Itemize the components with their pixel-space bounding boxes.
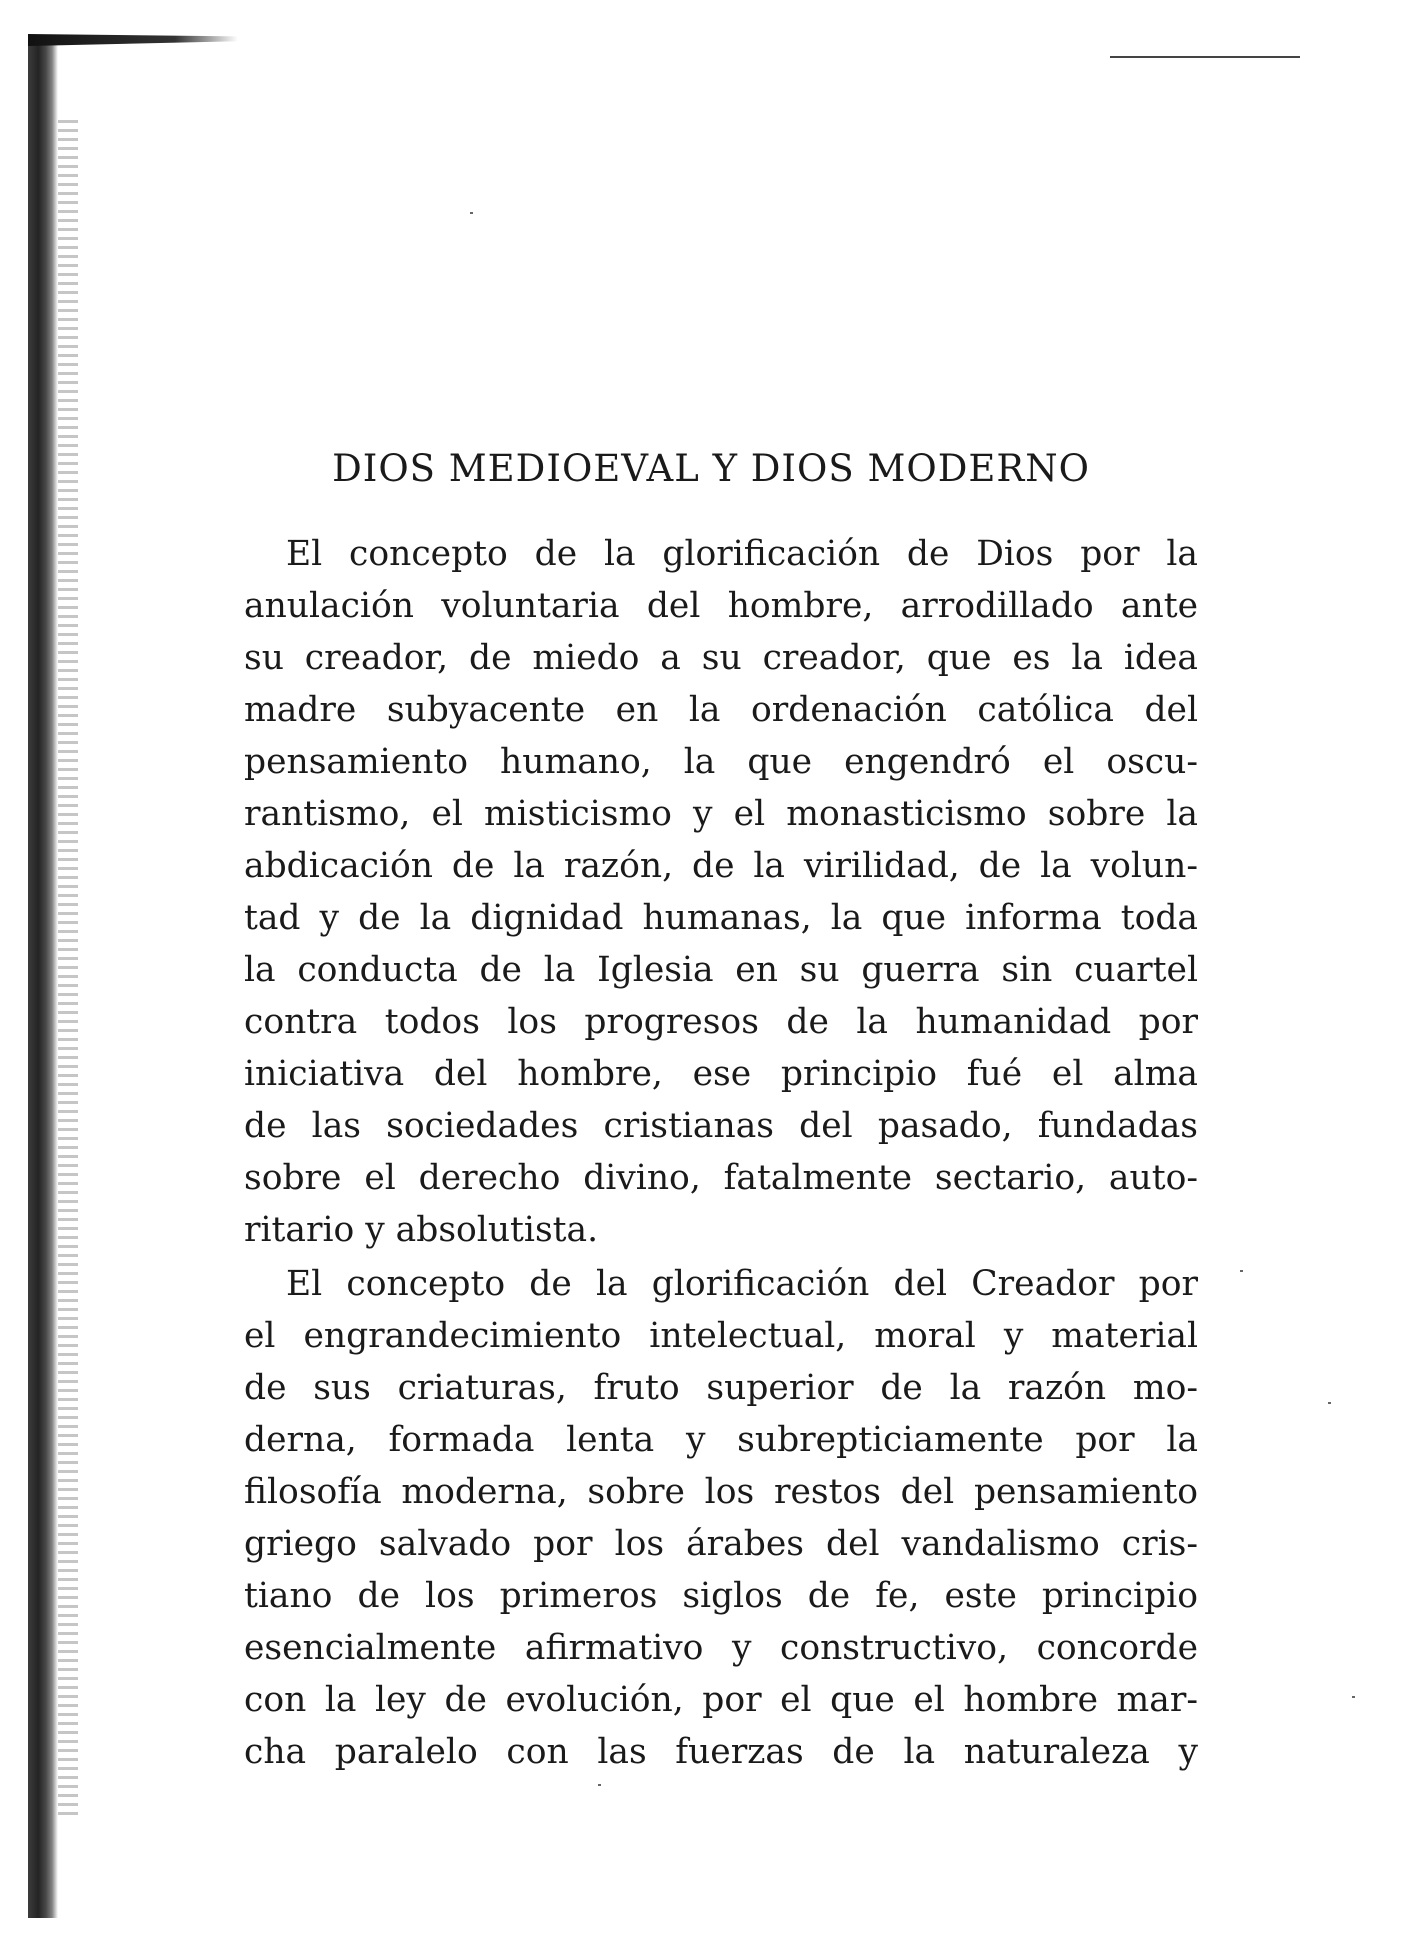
scan-speck [1240, 1270, 1243, 1272]
text-line: con la ley de evolución, por el que el hombre mar- [244, 1680, 1198, 1720]
text-line: anulación voluntaria del hombre, arrodillado ante [244, 586, 1198, 626]
text-line: contra todos los progresos de la humanidad por [244, 1002, 1198, 1042]
text-line: de las sociedades cristianas del pasado, fundadas [244, 1106, 1198, 1146]
text-line: iniciativa del hombre, ese principio fué el alma [244, 1054, 1198, 1094]
text-line: la conducta de la Iglesia en su guerra sin cuartel [244, 950, 1198, 990]
text-line: de sus criaturas, fruto superior de la razón mo- [244, 1368, 1198, 1408]
text-line: rantismo, el misticismo y el monasticismo sobre la [244, 794, 1198, 834]
scan-speck [1352, 1696, 1355, 1698]
text-line: El concepto de la glorificación de Dios por la [286, 534, 1198, 574]
text-line: abdicación de la razón, de la virilidad, de la volun- [244, 846, 1198, 886]
text-line: madre subyacente en la ordenación católica del [244, 690, 1198, 730]
paragraph-1 [244, 528, 1198, 1256]
scan-speck [598, 1784, 601, 1786]
page-title: DIOS MEDIOEVAL Y DIOS MODERNO [332, 446, 1090, 490]
top-binding-edge [28, 34, 238, 46]
text-line: tiano de los primeros siglos de fe, este principio [244, 1576, 1198, 1616]
text-line: el engrandecimiento intelectual, moral y material [244, 1316, 1198, 1356]
text-line: cha paralelo con las fuerzas de la naturaleza y [244, 1732, 1198, 1772]
binding-speckle [58, 120, 78, 1820]
text-line: pensamiento humano, la que engendró el oscu- [244, 742, 1198, 782]
page-binding-shadow [28, 38, 58, 1918]
paragraph-2 [244, 1258, 1198, 1778]
text-line: su creador, de miedo a su creador, que es la idea [244, 638, 1198, 678]
text-line: esencialmente afirmativo y constructivo, concorde [244, 1628, 1198, 1668]
text-line: El concepto de la glorificación del Creador por [286, 1264, 1198, 1304]
top-right-rule [1110, 56, 1300, 58]
text-line: sobre el derecho divino, fatalmente sectario, auto- [244, 1158, 1198, 1198]
text-line: griego salvado por los árabes del vandalismo cris- [244, 1524, 1198, 1564]
text-line: ritario y absolutista. [244, 1210, 599, 1250]
text-line: filosofía moderna, sobre los restos del pensamiento [244, 1472, 1198, 1512]
scan-speck [1328, 1402, 1331, 1404]
text-line: tad y de la dignidad humanas, la que informa toda [244, 898, 1198, 938]
scan-speck [470, 212, 473, 214]
text-line: derna, formada lenta y subrepticiamente por la [244, 1420, 1198, 1460]
